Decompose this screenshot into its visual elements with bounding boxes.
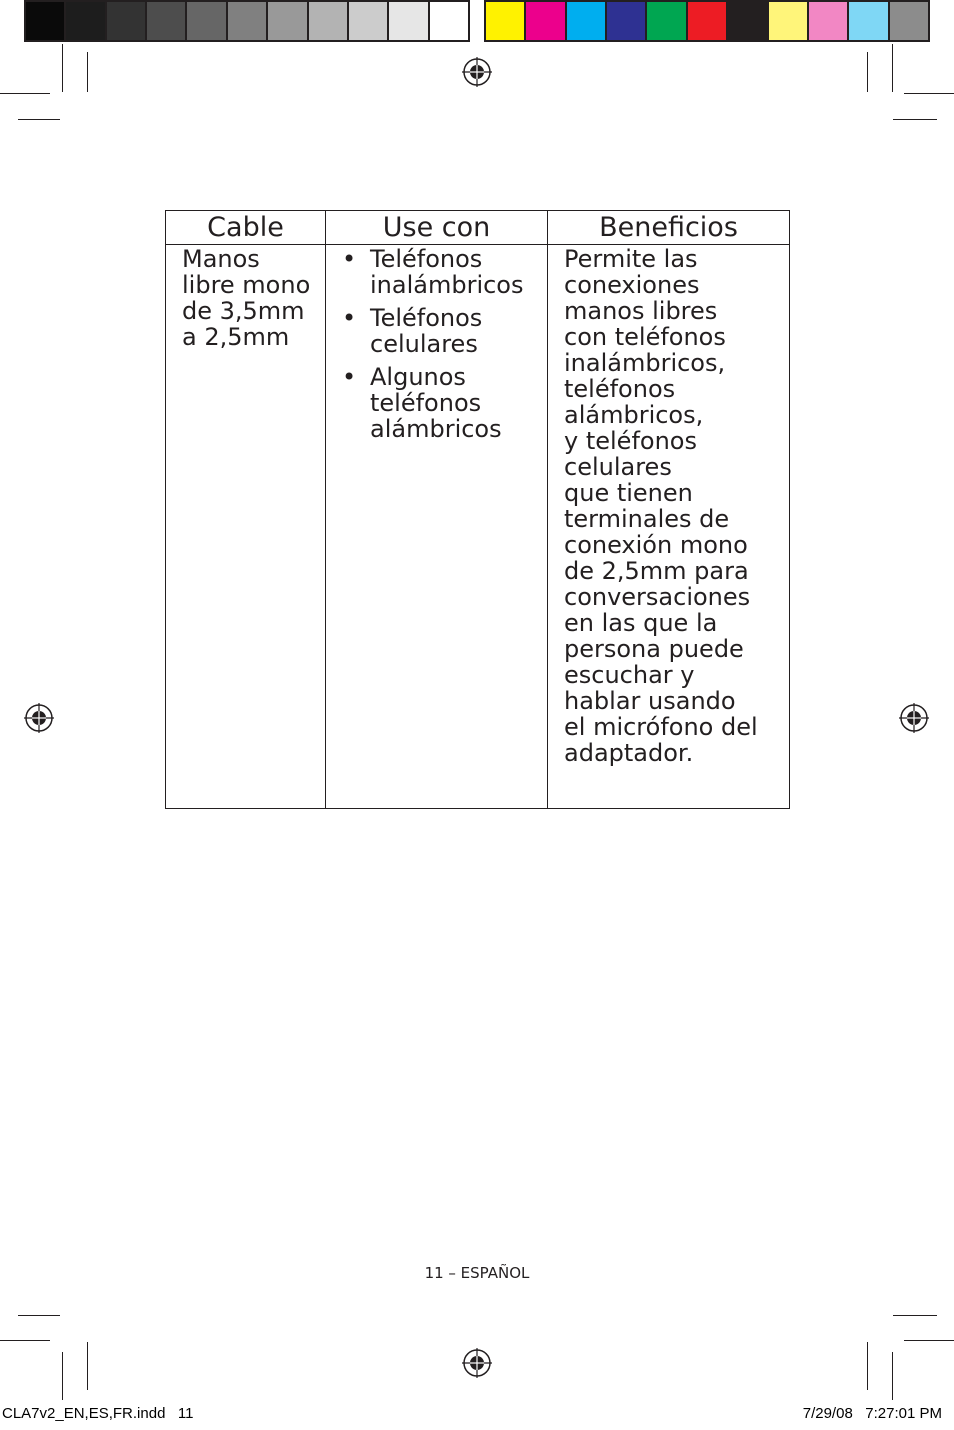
process-swatch	[567, 2, 607, 40]
cable-table	[165, 210, 790, 809]
gray-swatch	[147, 2, 187, 40]
benefit-line: conversaciones	[564, 583, 751, 611]
uses-cell	[326, 245, 548, 809]
registration-mark-left	[24, 703, 54, 733]
benefit-line: de 2,5mm para	[564, 557, 749, 585]
list-item	[340, 246, 543, 298]
use-line: • Teléfonos	[370, 304, 483, 332]
benefit-line: y teléfonos	[564, 427, 697, 455]
process-swatch	[647, 2, 687, 40]
cable-line: de 3,5mm	[182, 297, 305, 325]
benefit-line: conexiones	[564, 271, 700, 299]
benefit-line: terminales de	[564, 505, 730, 533]
registration-mark-top	[462, 57, 492, 87]
slug-file-name: CLA7v2_EN,ES,FR.indd 11	[2, 1405, 194, 1422]
benefit-line: celulares	[564, 453, 672, 481]
process-swatch	[486, 2, 526, 40]
gray-swatch	[309, 2, 349, 40]
table-row	[166, 245, 790, 809]
process-swatch	[526, 2, 566, 40]
cable-line: libre mono	[182, 271, 311, 299]
benefit-line: teléfonos	[564, 375, 676, 403]
page-number-label: 11 – ESPAÑOL	[424, 1264, 530, 1282]
registration-mark-bottom	[462, 1348, 492, 1378]
cable-line: Manos	[182, 245, 260, 273]
benefit-line: el micrófono del	[564, 713, 758, 741]
benefit-line: inalámbricos,	[564, 349, 726, 377]
gray-swatch	[107, 2, 147, 40]
benefit-line: manos libres	[564, 297, 718, 325]
process-swatch	[607, 2, 647, 40]
process-swatch	[769, 2, 809, 40]
cable-line: a 2,5mm	[182, 323, 290, 351]
gray-swatch	[66, 2, 106, 40]
process-swatch	[728, 2, 768, 40]
gray-swatch	[389, 2, 429, 40]
benefit-line: que tienen	[564, 479, 693, 507]
grayscale-color-bar	[24, 0, 470, 42]
process-swatch	[688, 2, 728, 40]
benefit-line: escuchar y	[564, 661, 695, 689]
use-line: • Teléfonos	[370, 245, 483, 273]
use-line: alámbricos	[370, 415, 502, 443]
process-color-bar	[484, 0, 930, 42]
slug-timestamp: 7/29/08 7:27:01 PM	[802, 1405, 942, 1422]
benefit-line: conexión mono	[564, 531, 748, 559]
table-header-row	[166, 211, 790, 245]
list-item	[340, 364, 543, 442]
gray-swatch	[349, 2, 389, 40]
gray-swatch	[26, 2, 66, 40]
use-line: celulares	[370, 330, 478, 358]
header-beneficios: Beneficios	[548, 211, 790, 245]
gray-swatch	[268, 2, 308, 40]
process-swatch	[890, 2, 928, 40]
header-cable: Cable	[166, 211, 326, 245]
benefits-cell	[548, 245, 790, 809]
benefit-line: Permite las	[564, 245, 698, 273]
use-line: inalámbricos	[370, 271, 524, 299]
gray-swatch	[430, 2, 468, 40]
process-swatch	[849, 2, 889, 40]
benefit-line: en las que la	[564, 609, 718, 637]
use-line: • Algunos	[370, 363, 466, 391]
registration-mark-right	[899, 703, 929, 733]
gray-swatch	[228, 2, 268, 40]
benefit-line: adaptador.	[564, 739, 694, 767]
benefit-line: con teléfonos	[564, 323, 726, 351]
header-use-con: Use con	[326, 211, 548, 245]
benefit-line: alámbricos,	[564, 401, 704, 429]
cable-cell	[166, 245, 326, 809]
uses-list	[326, 245, 547, 442]
use-line: teléfonos	[370, 389, 482, 417]
gray-swatch	[187, 2, 227, 40]
benefit-line: hablar usando	[564, 687, 736, 715]
process-swatch	[809, 2, 849, 40]
list-item	[340, 305, 543, 357]
benefit-line: persona puede	[564, 635, 744, 663]
